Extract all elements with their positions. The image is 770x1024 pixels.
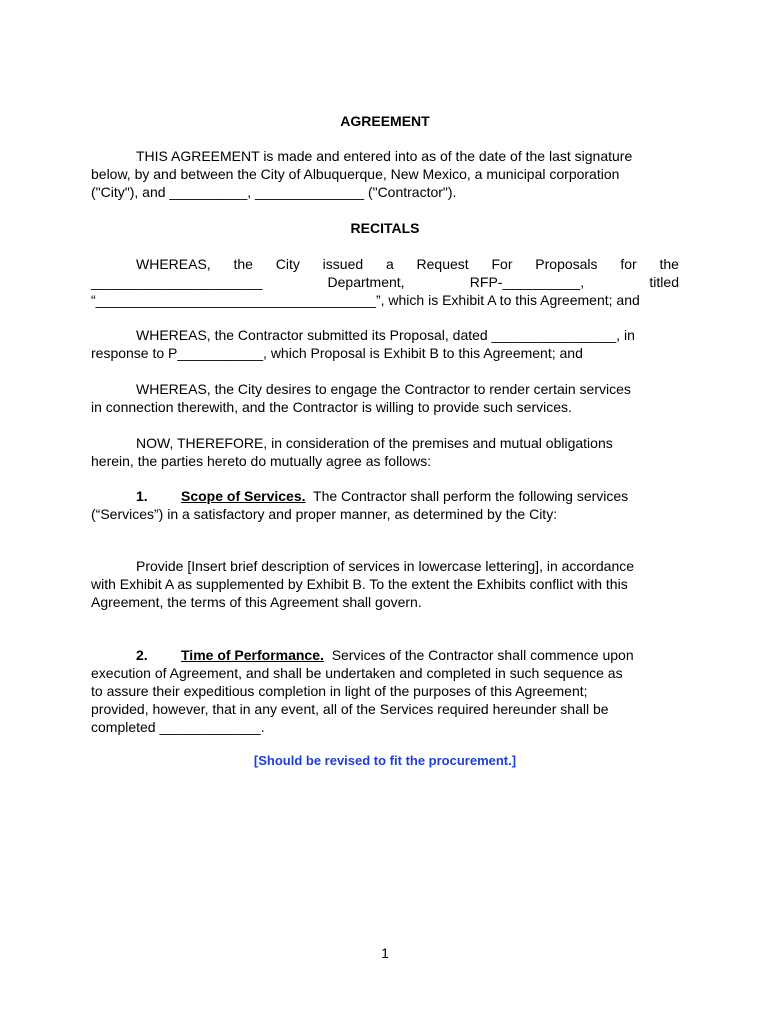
recital-3-line-2: in connection therewith, and the Contractor is willing to provide such services. <box>91 399 572 415</box>
now-therefore-line-2: herein, the parties hereto do mutually agree as follows: <box>91 453 432 469</box>
recital-2-line-1: WHEREAS, the Contractor submitted its Proposal, dated ________________, in <box>136 327 635 343</box>
rfp-number: RFP-__________, <box>469 274 585 290</box>
revision-note: [Should be revised to fit the procurement.] <box>253 753 517 768</box>
section-1-line-2: (“Services”) in a satisfactory and proper manner, as determined by the City: <box>91 506 558 522</box>
section-1-heading: Scope of Services. <box>181 488 306 504</box>
word: issued <box>322 256 364 272</box>
recital-1-line-3: “____________________________________”, which is Exhibit A to this Agreement; and <box>91 292 640 308</box>
recital-3-line-1: WHEREAS, the City desires to engage the Contractor to render certain services <box>136 381 631 397</box>
word: for <box>620 256 637 272</box>
intro-line-3: ("City"), and __________, ______________ ("Contractor"). <box>91 184 457 200</box>
department-blank: ______________________ <box>91 274 263 290</box>
section-2-heading: Time of Performance. <box>181 647 324 663</box>
recital-1-line-1 <box>91 255 679 273</box>
intro-paragraph <box>91 147 679 201</box>
section-2-line-1-text: Services of the Contractor shall commence upon <box>331 647 634 663</box>
section-2-line-5: completed _____________. <box>91 719 265 735</box>
intro-line-1 <box>91 147 679 165</box>
department-label: Department, <box>327 274 405 290</box>
section-2-line-4: provided, however, that in any event, all of the Services required hereunder shall be <box>91 701 609 717</box>
now-therefore-line-1: NOW, THEREFORE, in consideration of the premises and mutual obligations <box>136 435 613 451</box>
intro-line-2: below, by and between the City of Albuquerque, New Mexico, a municipal corporation <box>91 166 620 182</box>
section-1-paragraph <box>91 487 679 523</box>
section-2-line-2: execution of Agreement, and shall be undertaken and completed in such sequence as <box>91 665 623 681</box>
word: Proposals <box>535 256 598 272</box>
section-2-line-1 <box>91 646 679 664</box>
recital-1-paragraph <box>91 255 679 309</box>
section-1-number: 1. <box>136 488 148 504</box>
section-1-line-1-text: The Contractor shall perform the following services <box>313 488 629 504</box>
titled-label: titled <box>649 274 679 290</box>
page-number: 1 <box>381 945 389 961</box>
intro-line-1-text: THIS AGREEMENT is made and entered into as of the date of the last signature <box>136 148 633 164</box>
provide-line-3: Agreement, the terms of this Agreement shall govern. <box>91 594 422 610</box>
word: the <box>659 256 679 272</box>
word: a <box>385 256 394 272</box>
word: City <box>275 256 300 272</box>
recital-1-line-2 <box>91 273 679 291</box>
section-2-number: 2. <box>136 647 148 663</box>
provide-line-1: Provide [Insert brief description of services in lowercase lettering], in accordance <box>136 558 635 574</box>
recitals-heading: RECITALS <box>350 220 420 236</box>
word: For <box>491 256 513 272</box>
document-title: AGREEMENT <box>340 113 430 129</box>
word: WHEREAS, <box>136 256 211 272</box>
word: Request <box>416 256 469 272</box>
section-2-paragraph <box>91 646 679 736</box>
section-1-line-1 <box>91 487 679 505</box>
recital-3-paragraph <box>91 380 679 416</box>
provide-paragraph <box>91 557 679 611</box>
recital-2-line-2: response to P___________, which Proposal is Exhibit B to this Agreement; and <box>91 345 583 361</box>
recital-2-paragraph <box>91 326 679 362</box>
word: the <box>233 256 253 272</box>
section-2-line-3: to assure their expeditious completion in light of the purposes of this Agreement; <box>91 683 588 699</box>
provide-line-2: with Exhibit A as supplemented by Exhibit B. To the extent the Exhibits conflict with this <box>91 576 628 592</box>
now-therefore-paragraph <box>91 434 679 470</box>
